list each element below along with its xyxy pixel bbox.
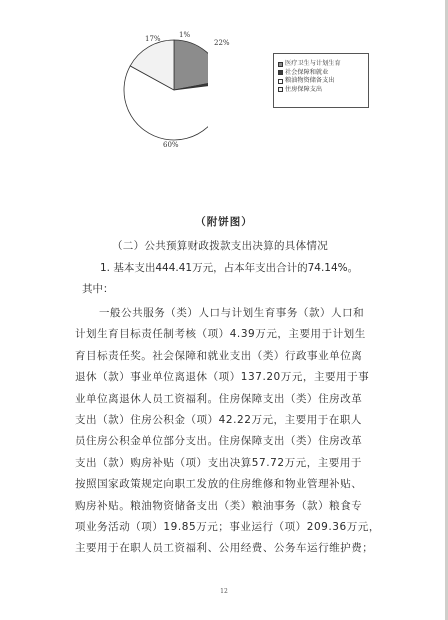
paragraph-line: 项业务活动（项）19.85万元；事业运行（项）209.36万元， xyxy=(75,521,380,534)
chart-legend xyxy=(273,53,369,108)
slice-label-17: 17% xyxy=(145,35,161,43)
section-title: （二）公共预算财政拨款支出决算的具体情况 xyxy=(112,240,328,252)
paragraph-line: 退休（款）事业单位离退休（项）137.20万元，主要用于事 xyxy=(75,371,370,384)
slice-label-22: 22% xyxy=(214,39,230,47)
legend-label: 粮油物资储备支出 xyxy=(285,77,335,84)
paragraph-line: 计划生育目标责任制考核（项）4.39万元，主要用于计划生 xyxy=(75,328,366,341)
legend-swatch xyxy=(278,70,283,75)
paragraph-line: 一般公共服务（类）人口与计划生育事务（款）人口和 xyxy=(99,307,365,319)
figure-caption: （附饼图） xyxy=(195,216,253,228)
legend-label: 住房保障支出 xyxy=(285,85,323,93)
paragraph-line: 业单位离退休人员工资福利。住房保障支出（类）住房改革 xyxy=(75,392,363,405)
paragraph-line: 主要用于在职人员工资福利、公用经费、公务车运行维护费； xyxy=(75,542,374,555)
body-paragraph xyxy=(75,303,393,560)
basic-expenditure-line: 1. 基本支出444.41万元，占本年支出合计的74.14%。 xyxy=(100,262,359,274)
legend-item xyxy=(278,69,364,78)
legend-item xyxy=(278,77,364,86)
legend-item xyxy=(278,60,364,69)
legend-swatch xyxy=(278,87,283,92)
legend-swatch xyxy=(278,79,283,84)
among-which-label: 其中： xyxy=(82,283,114,295)
legend-swatch xyxy=(278,62,283,67)
paragraph-line: 支出（款）住房公积金（项）42.22万元，主要用于在职人 xyxy=(75,414,362,427)
page-number: 12 xyxy=(220,588,228,595)
paragraph-line: 员住房公积金单位部分支出。住房保障支出（类）住房改革 xyxy=(75,435,363,448)
slice-label-1: 1% xyxy=(179,31,191,39)
pie-chart-svg xyxy=(118,30,208,150)
legend-label: 社会保障和就业 xyxy=(285,68,329,76)
paragraph-line: 按照国家政策规定向职工发放的住房维修和物业管理补贴、 xyxy=(75,478,363,491)
paragraph-line: 支出（款）购房补贴（项）支出决算57.72万元，主要用于 xyxy=(75,456,362,469)
legend-label: 医疗卫生与计划生育 xyxy=(285,60,341,67)
pie-slice-0 xyxy=(174,40,208,90)
slice-label-60: 60% xyxy=(163,141,179,149)
paragraph-line: 购房补贴。粮油物资储备支出（类）粮油事务（款）粮食专 xyxy=(75,499,363,512)
paragraph-line: 育目标责任奖。社会保障和就业支出（类）行政事业单位离 xyxy=(75,349,363,362)
legend-item xyxy=(278,86,364,95)
pie-chart xyxy=(118,30,230,150)
